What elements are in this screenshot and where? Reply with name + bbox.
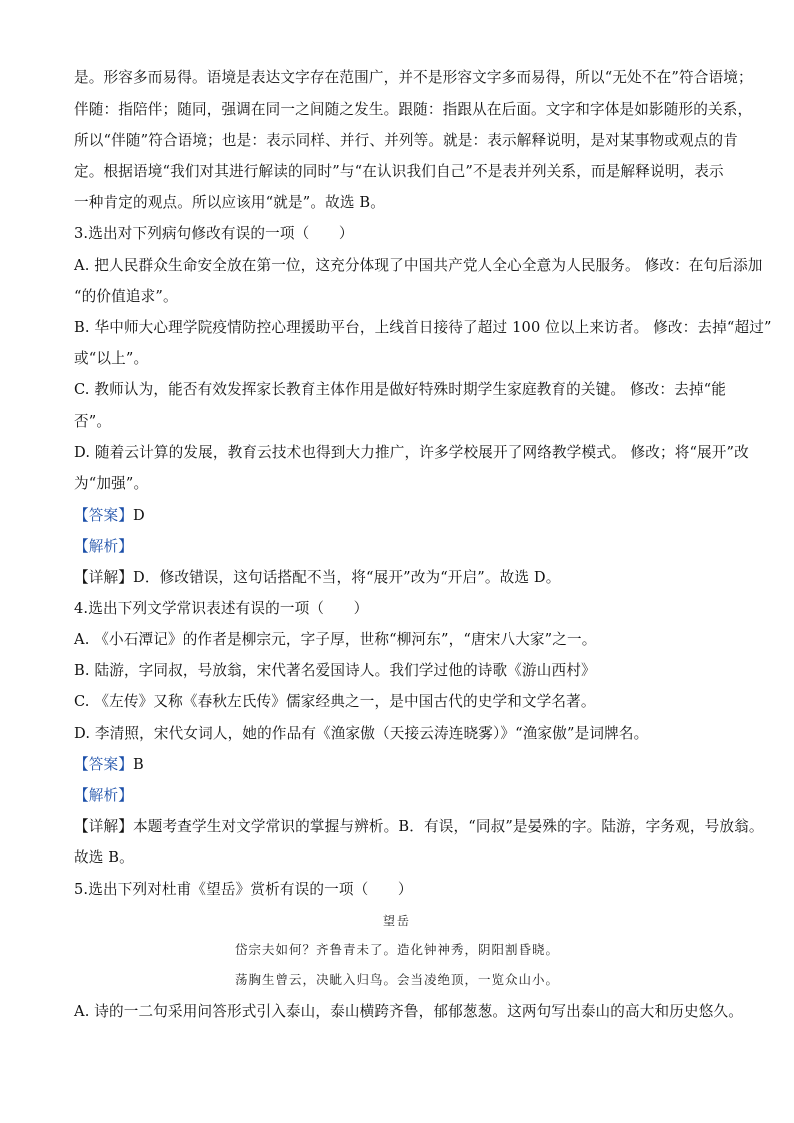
answer-line xyxy=(74,506,722,526)
option-a: A. 把人民群众生命安全放在第一位，这充分体现了中国共产党人全心全意为人民服务。 修改：在句后添加 xyxy=(74,257,763,274)
question-3-stem: 3.选出对下列病句修改有误的一项（ ） xyxy=(74,225,354,242)
detail-tag: 【详解】 xyxy=(74,569,133,586)
detail-text: 本题考查学生对文学常识的掌握与辨析。B．有误，“同叔”是晏殊的字。陆游，字务观，号放翁。 xyxy=(132,818,764,835)
question-5-stem: 5.选出下列对杜甫《望岳》赏析有误的一项（ ） xyxy=(74,881,413,898)
poem-line: 岱宗夫如何？齐鲁青未了。造化钟神秀，阴阳割昏晓。 xyxy=(234,942,559,957)
detail-text: D．修改错误，这句话搭配不当，将“展开”改为“开启”。故选 D。 xyxy=(132,569,561,586)
answer-value: D xyxy=(132,507,145,524)
option-b: B. 华中师大心理学院疫情防控心理援助平台，上线首日接待了超过 100 位以上来访者。 修改：去掉“超过” xyxy=(74,319,772,336)
option-d: D. 随着云计算的发展，教育云技术也得到大力推广，许多学校展开了网络教学模式。 修改；将“展开”改 xyxy=(74,444,749,461)
paragraph-line: 定。根据语境“我们对其进行解读的同时”与“在认识我们自己”不是表并列关系，而是解释说明，表示 xyxy=(74,163,724,180)
option-c-cont: 否”。 xyxy=(74,413,112,430)
analysis-tag: 【解析】 xyxy=(74,538,133,555)
answer-tag: 【答案】 xyxy=(74,507,133,524)
question-4-stem: 4.选出下列文学常识表述有误的一项（ ） xyxy=(74,600,369,617)
option-d-cont: 为“加强”。 xyxy=(74,475,149,492)
option-c: C. 教师认为，能否有效发挥家长教育主体作用是做好特殊时期学生家庭教育的关键。 修改：去掉“能 xyxy=(74,381,727,398)
poem-title: 望岳 xyxy=(382,914,411,928)
option-d: D. 李清照，宋代女词人，她的作品有《渔家傲（天接云涛连晓雾）》“渔家傲”是词牌名。 xyxy=(74,725,649,742)
paragraph-line: 所以“伴随”符合语境；也是：表示同样、并行、并列等。就是：表示解释说明，是对某事物或观点的肯 xyxy=(74,132,738,149)
option-a: A. 《小石潭记》的作者是柳宗元，字子厚，世称“柳河东”，“唐宋八大家”之一。 xyxy=(74,631,597,648)
paragraph-line: 伴随：指陪伴；随同，强调在同一之间随之发生。跟随：指跟从在后面。文字和字体是如影随形的关系， xyxy=(74,101,753,118)
analysis-line xyxy=(74,537,722,557)
detail-tag: 【详解】 xyxy=(74,818,133,835)
option-b: B. 陆游，字同叔，号放翁，宋代著名爱国诗人。我们学过他的诗歌《游山西村》 xyxy=(74,662,596,679)
detail-line-cont: 故选 B。 xyxy=(74,849,134,866)
poem-line: 荡胸生曾云，决眦入归鸟。会当凌绝顶，一览众山小。 xyxy=(234,972,559,987)
detail-line xyxy=(74,568,722,588)
paragraph-line: 一种肯定的观点。所以应该用“就是”。故选 B。 xyxy=(74,194,386,211)
option-a-cont: “的价值追求”。 xyxy=(74,288,178,305)
option-b-cont: 或“以上”。 xyxy=(74,350,149,367)
detail-line xyxy=(74,817,764,837)
analysis-line xyxy=(74,786,722,806)
answer-tag: 【答案】 xyxy=(74,756,133,773)
answer-line xyxy=(74,755,722,775)
analysis-tag: 【解析】 xyxy=(74,787,133,804)
paragraph-line: 是。形容多而易得。语境是表达文字存在范围广，并不是形容文字多而易得，所以“无处不在”符合语境； xyxy=(74,69,753,86)
answer-value: B xyxy=(132,756,144,773)
option-a: A. 诗的一二句采用问答形式引入泰山，泰山横跨齐鲁，郁郁葱葱。这两句写出泰山的高大和历史悠久。 xyxy=(74,1003,743,1020)
option-c: C. 《左传》又称《春秋左氏传》儒家经典之一，是中国古代的史学和文学名著。 xyxy=(74,693,596,710)
